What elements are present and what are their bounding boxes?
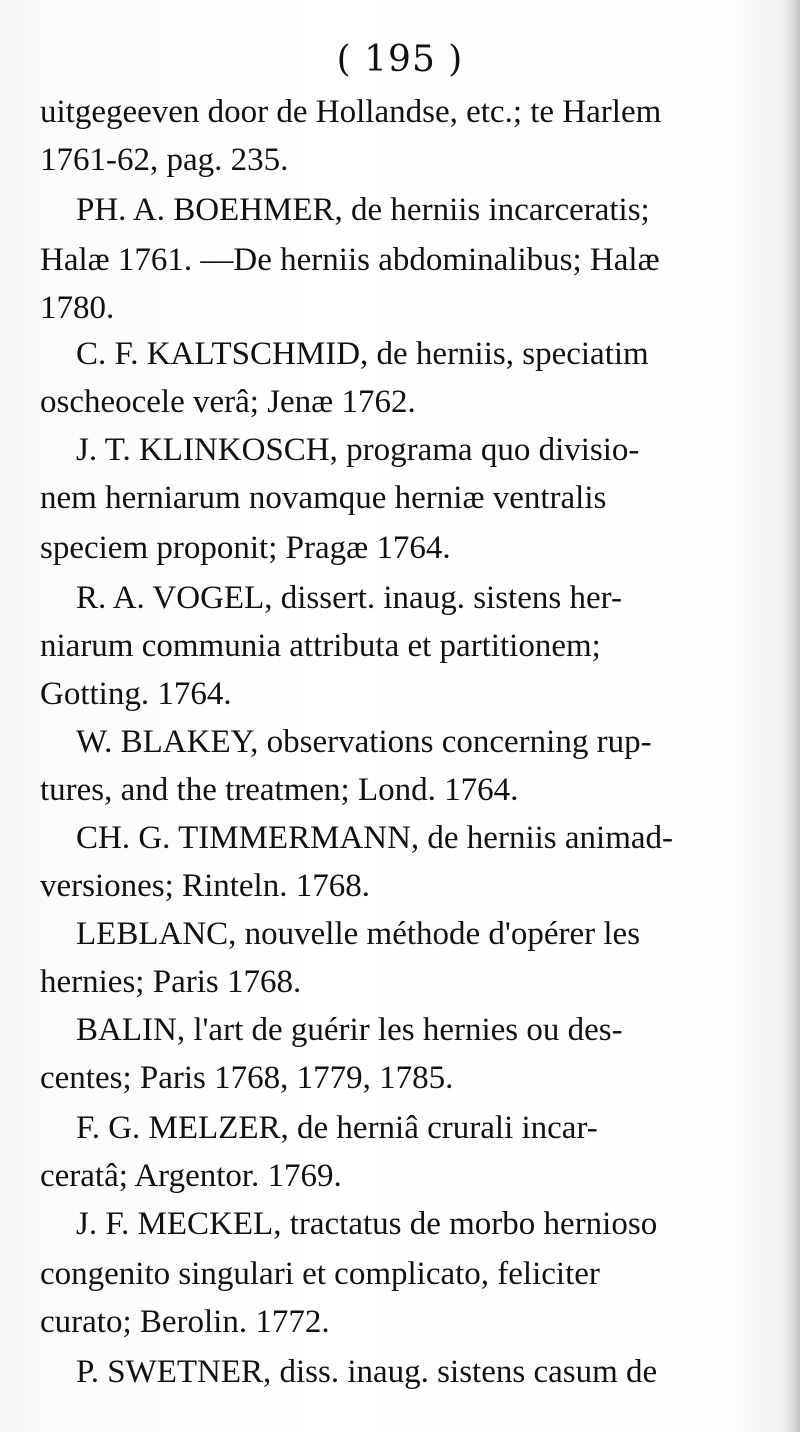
- line-text: 1780.: [40, 290, 115, 326]
- line-text: J. T. KLINKOSCH, programa quo divisio-: [76, 432, 640, 468]
- text-line: [0, 1054, 800, 1102]
- line-text: J. F. MECKEL, tractatus de morbo hernioso: [76, 1206, 658, 1242]
- text-line: [0, 1250, 800, 1298]
- line-text: Halæ 1761. —De herniis abdominalibus; Halæ: [40, 242, 660, 278]
- line-text: speciem proponit; Pragæ 1764.: [40, 530, 451, 566]
- line-text: R. A. VOGEL, dissert. inaug. sistens her-: [76, 580, 622, 616]
- text-line: [0, 330, 800, 378]
- text-line: [0, 1200, 800, 1248]
- line-text: curato; Berolin. 1772.: [40, 1304, 330, 1340]
- line-text: ceratâ; Argentor. 1769.: [40, 1158, 342, 1194]
- text-line: [0, 186, 800, 234]
- text-line: [0, 474, 800, 522]
- text-line: [0, 524, 800, 572]
- line-text: uitgegeeven door de Hollandse, etc.; te Harlem: [40, 94, 662, 130]
- text-line: [0, 236, 800, 284]
- text-line: [0, 574, 800, 622]
- text-line: [0, 670, 800, 718]
- text-line: [0, 718, 800, 766]
- line-text: C. F. KALTSCHMID, de herniis, speciatim: [76, 336, 649, 372]
- text-line: [0, 1348, 800, 1396]
- text-line: [0, 622, 800, 670]
- line-text: nem herniarum novamque herniæ ventralis: [40, 480, 607, 516]
- text-line: [0, 1104, 800, 1152]
- page-number: ( 195 ): [336, 39, 464, 80]
- line-text: F. G. MELZER, de herniâ crurali incar-: [76, 1110, 598, 1146]
- text-line: [0, 862, 800, 910]
- line-text: hernies; Paris 1768.: [40, 964, 302, 1000]
- text-line: [0, 910, 800, 958]
- line-text: 1761-62, pag. 235.: [40, 142, 289, 178]
- text-line: [0, 1298, 800, 1346]
- line-text: centes; Paris 1768, 1779, 1785.: [40, 1060, 454, 1096]
- line-text: LEBLANC, nouvelle méthode d'opérer les: [76, 916, 641, 952]
- text-line: [0, 766, 800, 814]
- text-line: [0, 426, 800, 474]
- line-text: tures, and the treatmen; Lond. 1764.: [40, 772, 519, 808]
- text-line: [0, 88, 800, 136]
- text-line: [0, 1152, 800, 1200]
- line-text: Gotting. 1764.: [40, 676, 232, 712]
- line-text: P. SWETNER, diss. inaug. sistens casum de: [76, 1354, 658, 1390]
- line-text: PH. A. BOEHMER, de herniis incarceratis;: [76, 192, 650, 228]
- text-line: [0, 284, 800, 332]
- line-text: versiones; Rinteln. 1768.: [40, 868, 370, 904]
- text-line: [0, 378, 800, 426]
- text-line: [0, 1006, 800, 1054]
- text-line: [0, 814, 800, 862]
- line-text: CH. G. TIMMERMANN, de herniis animad-: [76, 820, 673, 856]
- line-text: niarum communia attributa et partitionem;: [40, 628, 601, 664]
- line-text: congenito singulari et complicato, feliciter: [40, 1256, 600, 1292]
- line-text: oscheocele verâ; Jenæ 1762.: [40, 384, 416, 420]
- line-text: BALIN, l'art de guérir les hernies ou des-: [76, 1012, 623, 1048]
- line-text: W. BLAKEY, observations concerning rup-: [76, 724, 652, 760]
- text-line: [0, 958, 800, 1006]
- text-line: [0, 136, 800, 184]
